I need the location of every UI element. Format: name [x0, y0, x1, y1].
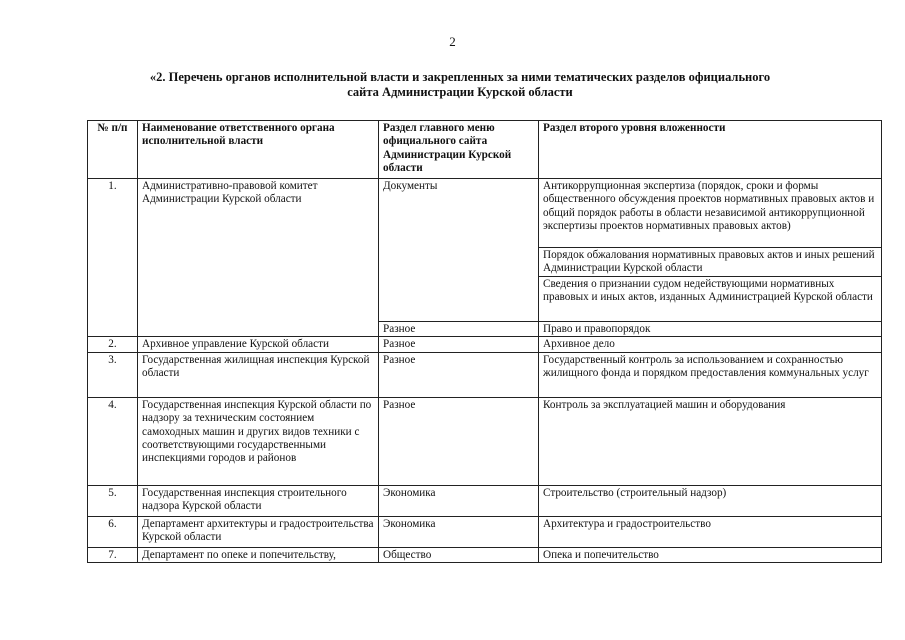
- row-sub-section: Архивное дело: [539, 337, 882, 352]
- table-row: [88, 397, 882, 485]
- row-main-section: Разное: [379, 322, 539, 337]
- row-organ: Государственная инспекция Курской области по надзору за техническим состоянием самоходных машин и других видов техники с соответствующими государственными инспекциями городов и районов: [138, 397, 379, 485]
- header-organ: Наименование ответственного органа исполнительной власти: [138, 121, 379, 179]
- row-num: 3.: [88, 352, 138, 397]
- row-num: 4.: [88, 397, 138, 485]
- row-sub-section: Строительство (строительный надзор): [539, 485, 882, 516]
- row-organ: Департамент по опеке и попечительству,: [138, 547, 379, 562]
- header-main-section: Раздел главного меню официального сайта Администрации Курской области: [379, 121, 539, 179]
- table-row: [88, 485, 882, 516]
- row-organ: Административно-правовой комитет Администрации Курской области: [138, 179, 379, 337]
- row-organ: Государственная жилищная инспекция Курской области: [138, 352, 379, 397]
- row-num: 6.: [88, 516, 138, 547]
- row-num: 1.: [88, 179, 138, 337]
- heading-line-1: «2. Перечень органов исполнительной власти и закрепленных за ними тематических разделов официального: [149, 70, 771, 84]
- row-main-section: Экономика: [379, 485, 539, 516]
- page-number: 2: [449, 34, 456, 49]
- row-organ: Государственная инспекция строительного надзора Курской области: [138, 485, 379, 516]
- row-main-section: Разное: [379, 352, 539, 397]
- row-main-section: Разное: [379, 397, 539, 485]
- row-sub-section: Порядок обжалования нормативных правовых актов и иных решений Администрации Курской области: [539, 248, 882, 277]
- document-heading: [80, 70, 840, 100]
- table-row: [88, 547, 882, 562]
- heading-line-2: сайта Администрации Курской области: [347, 85, 573, 99]
- row-organ: Департамент архитектуры и градостроительства Курской области: [138, 516, 379, 547]
- row-main-section: Разное: [379, 337, 539, 352]
- row-sub-section: Право и правопорядок: [539, 322, 882, 337]
- table-row: [88, 337, 882, 352]
- row-sub-section: Сведения о признании судом недействующими нормативных правовых и иных актов, изданных Администрацией Курской области: [539, 277, 882, 322]
- row-main-section: Экономика: [379, 516, 539, 547]
- row-main-section: Общество: [379, 547, 539, 562]
- row-sub-section: Архитектура и градостроительство: [539, 516, 882, 547]
- row-sub-section: Контроль за эксплуатацией машин и оборудования: [539, 397, 882, 485]
- header-second-section: Раздел второго уровня вложенности: [539, 121, 882, 179]
- row-organ: Архивное управление Курской области: [138, 337, 379, 352]
- header-num: № п/п: [88, 121, 138, 179]
- row-num: 2.: [88, 337, 138, 352]
- row-sub-section: Антикоррупционная экспертиза (порядок, сроки и формы общественного обсуждения проектов нормативных правовых актов и общий порядок работы в области независимой антикоррупционной экспертизы проектов нормативных правовых актов): [539, 179, 882, 248]
- row-sub-section: Опека и попечительство: [539, 547, 882, 562]
- table-row: [88, 179, 882, 248]
- table-row: [88, 352, 882, 397]
- table-header-row: [88, 121, 882, 179]
- row-num: 5.: [88, 485, 138, 516]
- table-row: [88, 516, 882, 547]
- row-sub-section: Государственный контроль за использованием и сохранностью жилищного фонда и порядком предоставления коммунальных услуг: [539, 352, 882, 397]
- row-num: 7.: [88, 547, 138, 562]
- organs-table: [87, 120, 882, 563]
- row-main-section: Документы: [379, 179, 539, 322]
